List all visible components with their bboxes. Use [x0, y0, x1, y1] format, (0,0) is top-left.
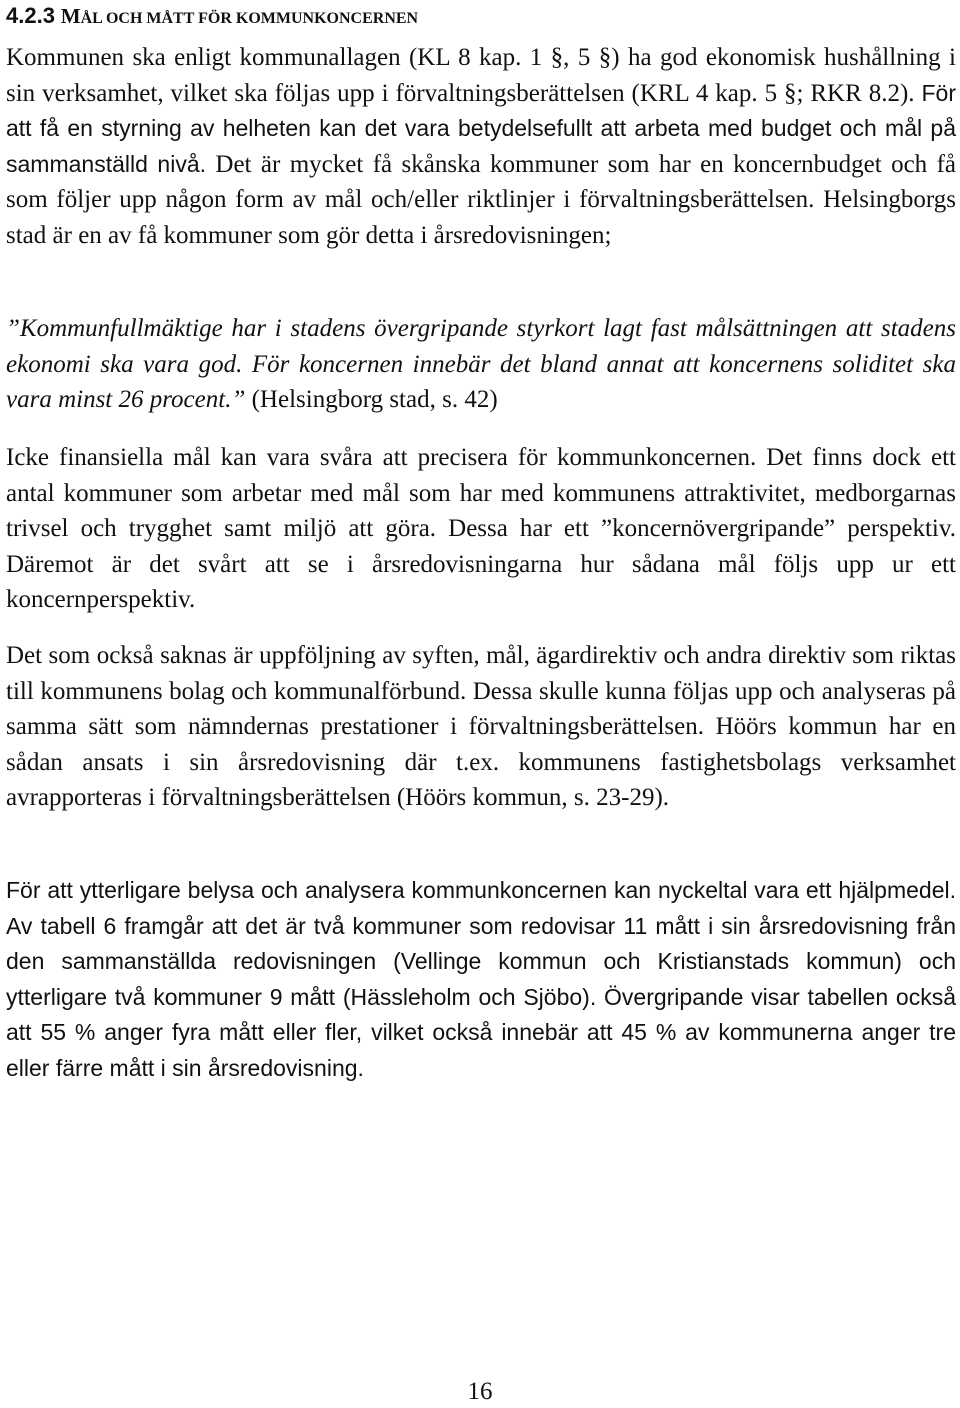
- paragraph-1-part-c: Det är mycket få skånska kommuner som har en koncernbudget och få som följer upp någon form av mål och/eller riktlinjer i förvaltningsberättelsen. Helsingborgs stad är en av få kommuner som gör detta i årsredovisningen;: [6, 150, 957, 249]
- section-title: [61, 4, 418, 28]
- page-number: 16: [467, 1378, 493, 1405]
- paragraph-5-text: För att ytterligare belysa och analysera kommunkoncernen kan nyckeltal vara ett hjälpmedel. Av tabell 6 framgår att det är två kommuner som redovisar 11 mått i sin årsredovisning från den sammanställda redovisningen (Vellinge kommun och Kristianstads kommun) och ytterligare två kommuner 9 mått (Hässleholm och Sjöbo). Övergripande visar tabellen också att 55 % anger fyra mått eller fler, vilket också innebär att 45 % av kommunerna anger tre eller färre mått i sin årsredovisning.: [6, 877, 956, 1081]
- quote-text: ”Kommunfullmäktige har i stadens övergripande styrkort lagt fast målsättningen att stadens ekonomi ska vara god. För koncernen innebär det bland annat att koncernens soliditet ska vara minst 26 procent.”: [6, 315, 956, 414]
- quote-source: (Helsingborg stad, s. 42): [245, 386, 498, 414]
- paragraph-5: [6, 873, 956, 1087]
- paragraph-1-part-b: För att få en styrning av helheten kan det vara betydelsefullt att arbeta med budget och mål på sammanställd nivå.: [6, 79, 956, 177]
- quote-paragraph: [6, 311, 956, 418]
- section-title-initial: M: [60, 4, 81, 28]
- paragraph-1-part-a: Kommunen ska enligt kommunallagen (KL 8 kap. 1 §, 5 §) ha god ekonomisk hushållning i sin verksamhet, vilket ska följas upp i förvaltningsberättelsen (KRL 4 kap. 5 §; RKR 8.2).: [6, 44, 956, 107]
- section-number: 4.2.3: [6, 3, 55, 28]
- paragraph-1: [6, 40, 956, 254]
- paragraph-3: Icke finansiella mål kan vara svåra att precisera för kommunkoncernen. Det finns dock ett antal kommuner som arbetar med mål som har med kommunens attraktivitet, medborgarnas trivsel och trygghet samt miljö att göra. Dessa har ett ”koncernövergripande” perspektiv. Däremot är det svårt att se i årsredovisningarna hur sådana mål följs upp ur ett koncernperspektiv.: [6, 444, 956, 614]
- paragraph-4: Det som också saknas är uppföljning av syften, mål, ägardirektiv och andra direktiv som riktas till kommunens bolag och kommunalförbund. Dessa skulle kunna följas upp och analyseras på samma sätt som nämndernas prestationer i förvaltningsberättelsen. Höörs kommun har en sådan ansats i sin årsredovisning där t.ex. kommunens fastighetsbolags verksamhet avrapporteras i förvaltningsberättelsen (Höörs kommun, s. 23-29).: [6, 642, 956, 812]
- section-heading: [6, 2, 418, 33]
- section-title-rest: ÅL OCH MÅTT FÖR KOMMUNKONCERNEN: [80, 10, 419, 27]
